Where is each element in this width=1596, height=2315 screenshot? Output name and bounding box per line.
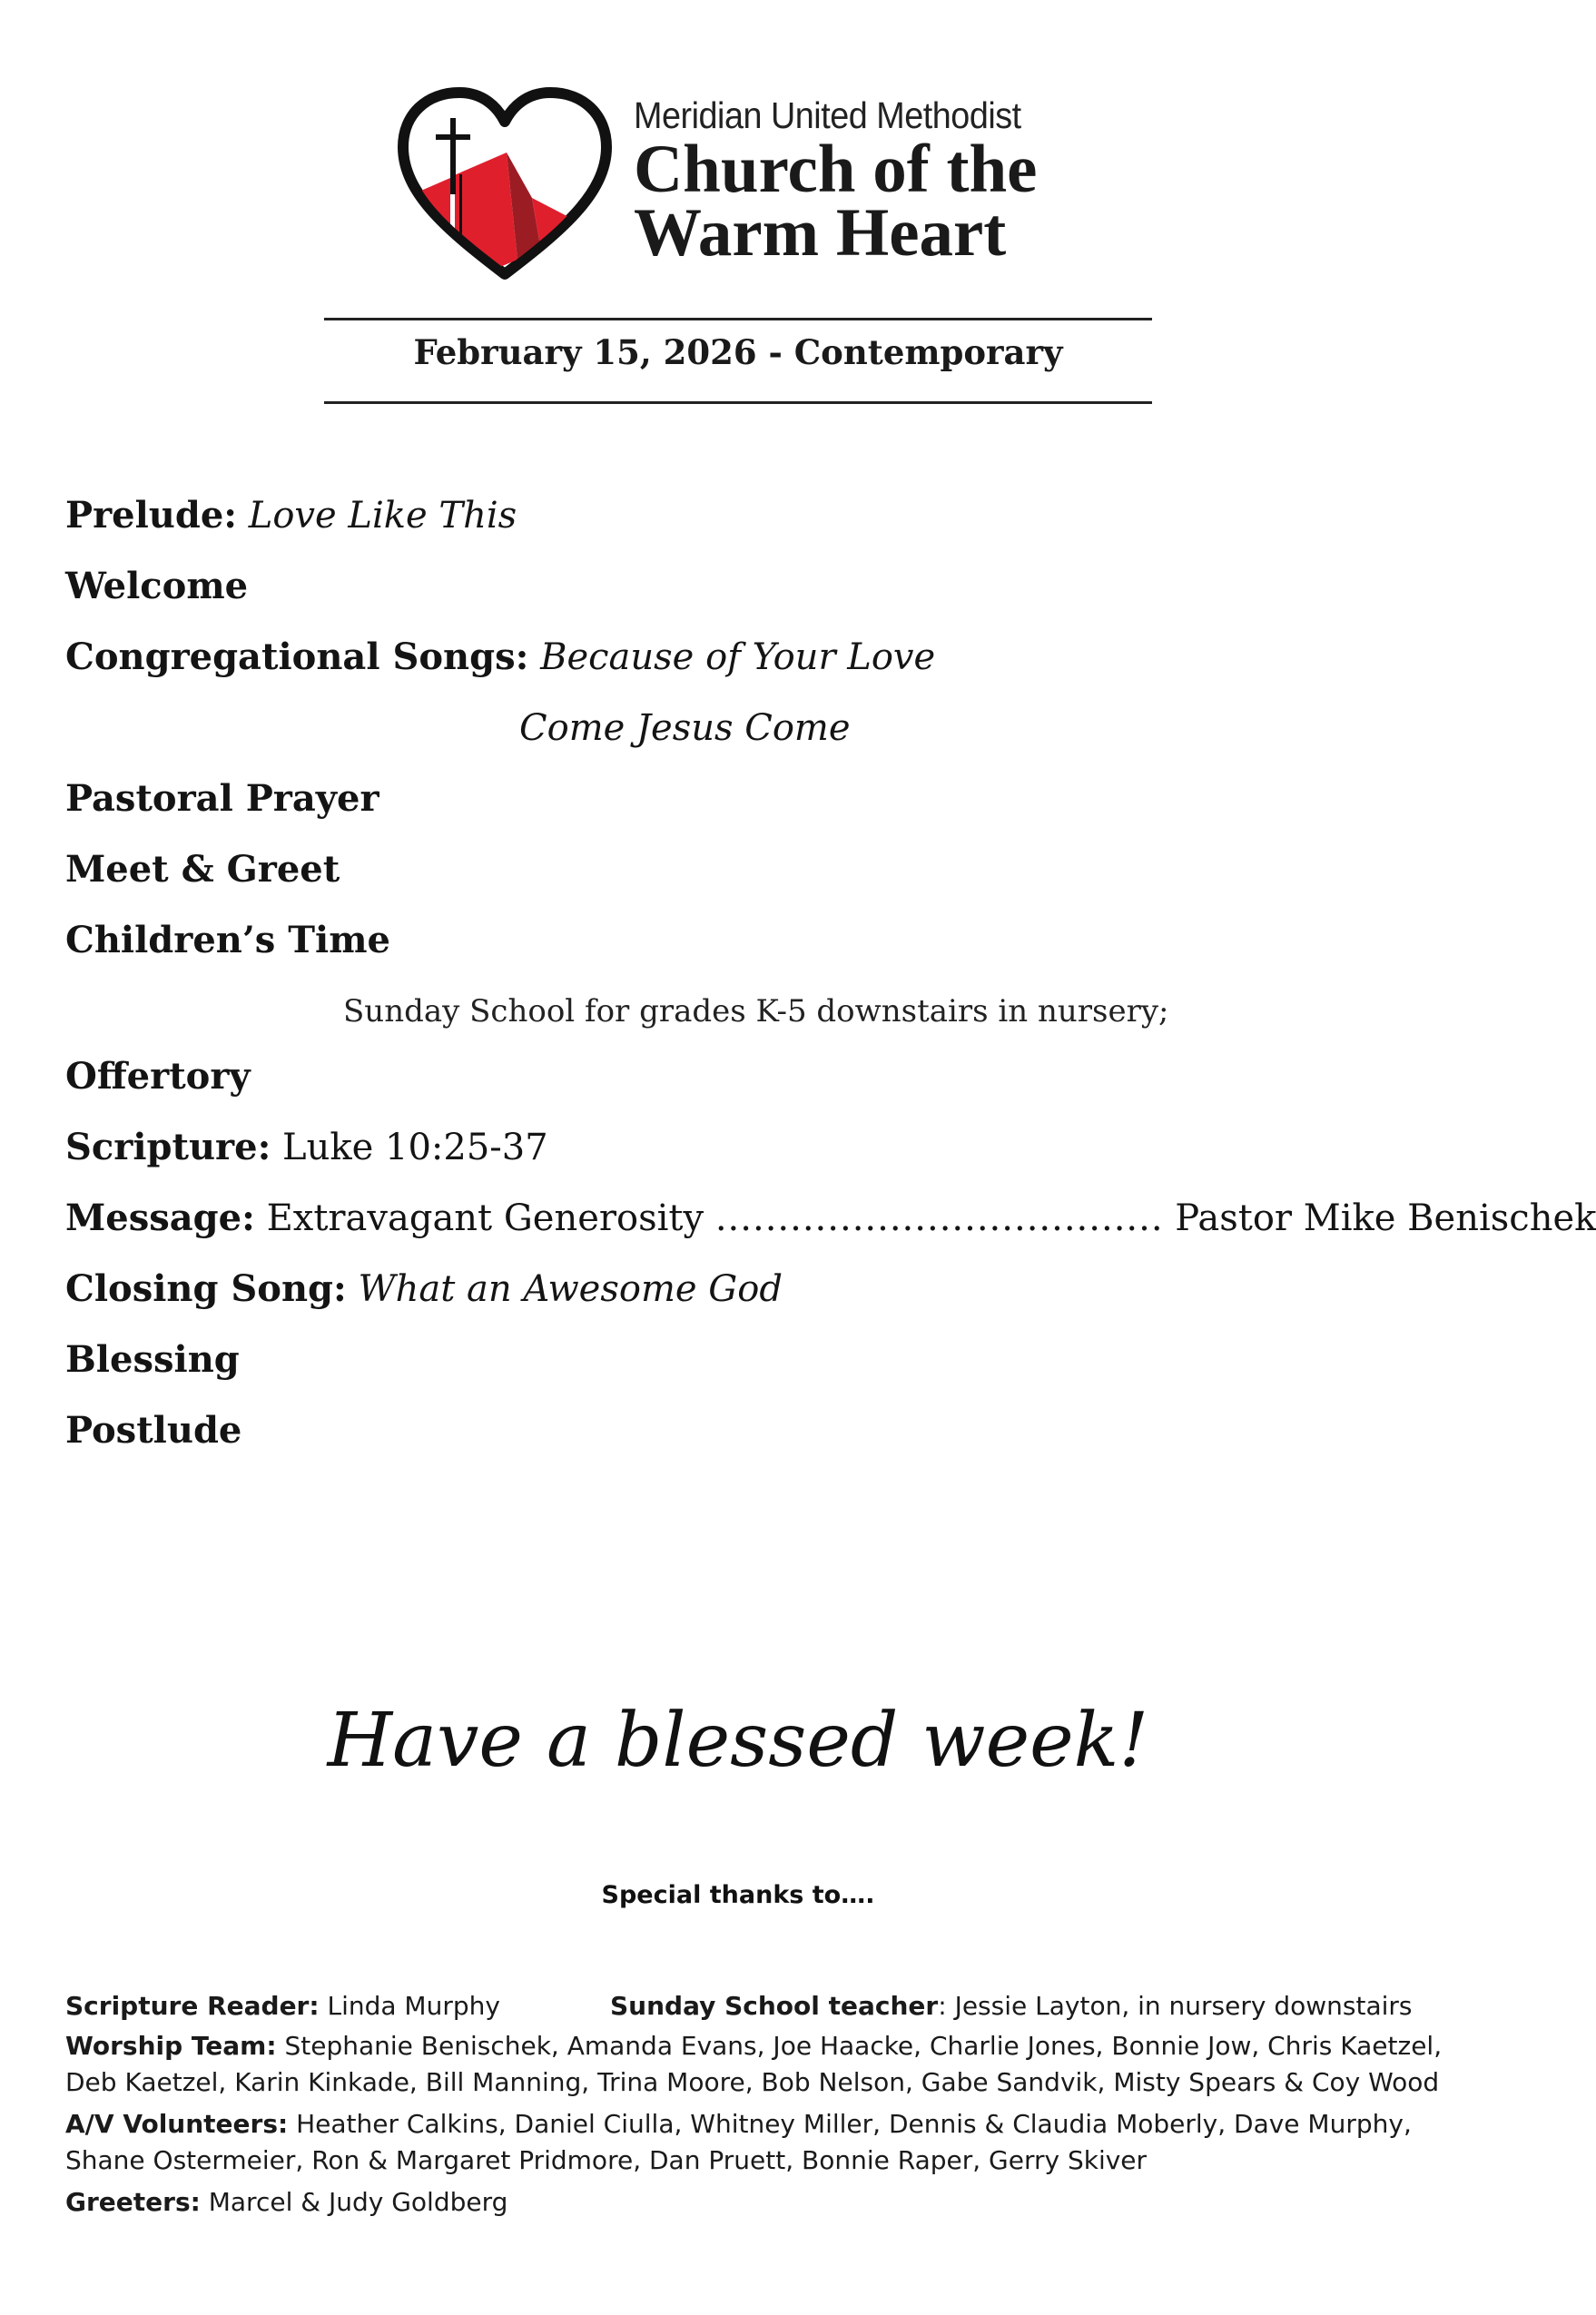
songs-item [65,630,935,685]
sunday-school-note: Sunday School for grades K-5 downstairs in nursery; [343,993,1169,1029]
scripture-reader-credit [65,1988,500,2024]
heart-cross-icon [396,87,614,287]
av-volunteers-names-1: Heather Calkins, Daniel Ciulla, Whitney Miller, Dennis & Claudia Moberly, Dave Murphy, [296,2109,1412,2139]
closing-song-label: Closing Song: [65,1267,347,1310]
welcome-label: Welcome [65,565,249,607]
closing-song-title: What an Awesome God [358,1268,783,1310]
childrens-time-label: Children’s Time [65,919,390,961]
divider-bottom [324,401,1152,404]
message-speaker: Pastor Mike Benischek [1175,1197,1596,1239]
meet-greet-label: Meet & Greet [65,848,340,891]
worship-team-names-1: Stephanie Benischek, Amanda Evans, Joe Haacke, Charlie Jones, Bonnie Jow, Chris Kaetzel, [284,2031,1443,2061]
service-date: February 15, 2026 - Contemporary [413,332,1063,372]
worship-team-credit-cont [65,2064,1439,2101]
worship-team-names-2: Deb Kaetzel, Karin Kinkade, Bill Manning, Trina Moore, Bob Nelson, Gabe Sandvik, Misty Spears & Coy Wood [65,2067,1440,2097]
worship-team-credit [65,2028,1442,2064]
blessing-label: Blessing [65,1338,240,1381]
prelude-title: Love Like This [248,495,517,537]
songs-label: Congregational Songs: [65,635,529,678]
postlude-label: Postlude [65,1409,242,1452]
scripture-item [65,1120,548,1175]
postlude-item [65,1404,241,1458]
offertory-label: Offertory [65,1055,251,1098]
pastoral-prayer-item [65,772,379,826]
church-name-line2: Warm Heart [634,195,1007,271]
closing-message: Have a blessed week! [327,1698,1149,1784]
closing-song-item [65,1262,783,1316]
offertory-item [65,1049,251,1104]
childrens-time-item [65,913,390,968]
av-volunteers-names-2: Shane Ostermeier, Ron & Margaret Pridmore, Dan Pruett, Bonnie Raper, Gerry Skiver [65,2145,1148,2175]
message-leader-dots: .................................... [714,1197,1164,1239]
song-2-item [519,701,851,755]
song-title-1: Because of Your Love [540,636,936,678]
scripture-reference: Luke 10:25-37 [282,1127,548,1168]
meet-greet-item [65,842,340,897]
prelude-item [65,488,517,543]
blessing-item [65,1333,240,1387]
scripture-label: Scripture: [65,1126,271,1168]
sunday-school-label: Sunday School teacher [610,1991,939,2021]
church-name-line1: Church of the [634,132,1038,207]
message-title: Extravagant Generosity [266,1197,704,1239]
prelude-label: Prelude: [65,494,238,537]
greeters-label: Greeters: [65,2187,201,2217]
pastoral-prayer-label: Pastoral Prayer [65,777,379,820]
greeters-credit [65,2184,507,2221]
divider-top [324,318,1152,320]
org-line: Meridian United Methodist [634,94,1021,136]
greeters-names: Marcel & Judy Goldberg [208,2187,508,2217]
av-volunteers-label: A/V Volunteers: [65,2109,289,2139]
av-volunteers-credit [65,2106,1412,2143]
special-thanks-heading: Special thanks to…. [601,1881,875,1909]
worship-team-label: Worship Team: [65,2031,277,2061]
message-label: Message: [65,1197,255,1239]
logo-wordmark [634,93,1055,271]
scripture-reader-name: Linda Murphy [327,1991,500,2021]
sunday-school-teacher: : Jessie Layton, in nursery downstairs [938,1991,1413,2021]
message-item [65,1191,1596,1246]
av-volunteers-credit-cont [65,2143,1147,2179]
song-title-2: Come Jesus Come [519,707,851,749]
scripture-reader-label: Scripture Reader: [65,1991,320,2021]
welcome-item [65,559,248,614]
church-logo [390,84,1108,292]
sunday-school-credit [610,1988,1413,2024]
